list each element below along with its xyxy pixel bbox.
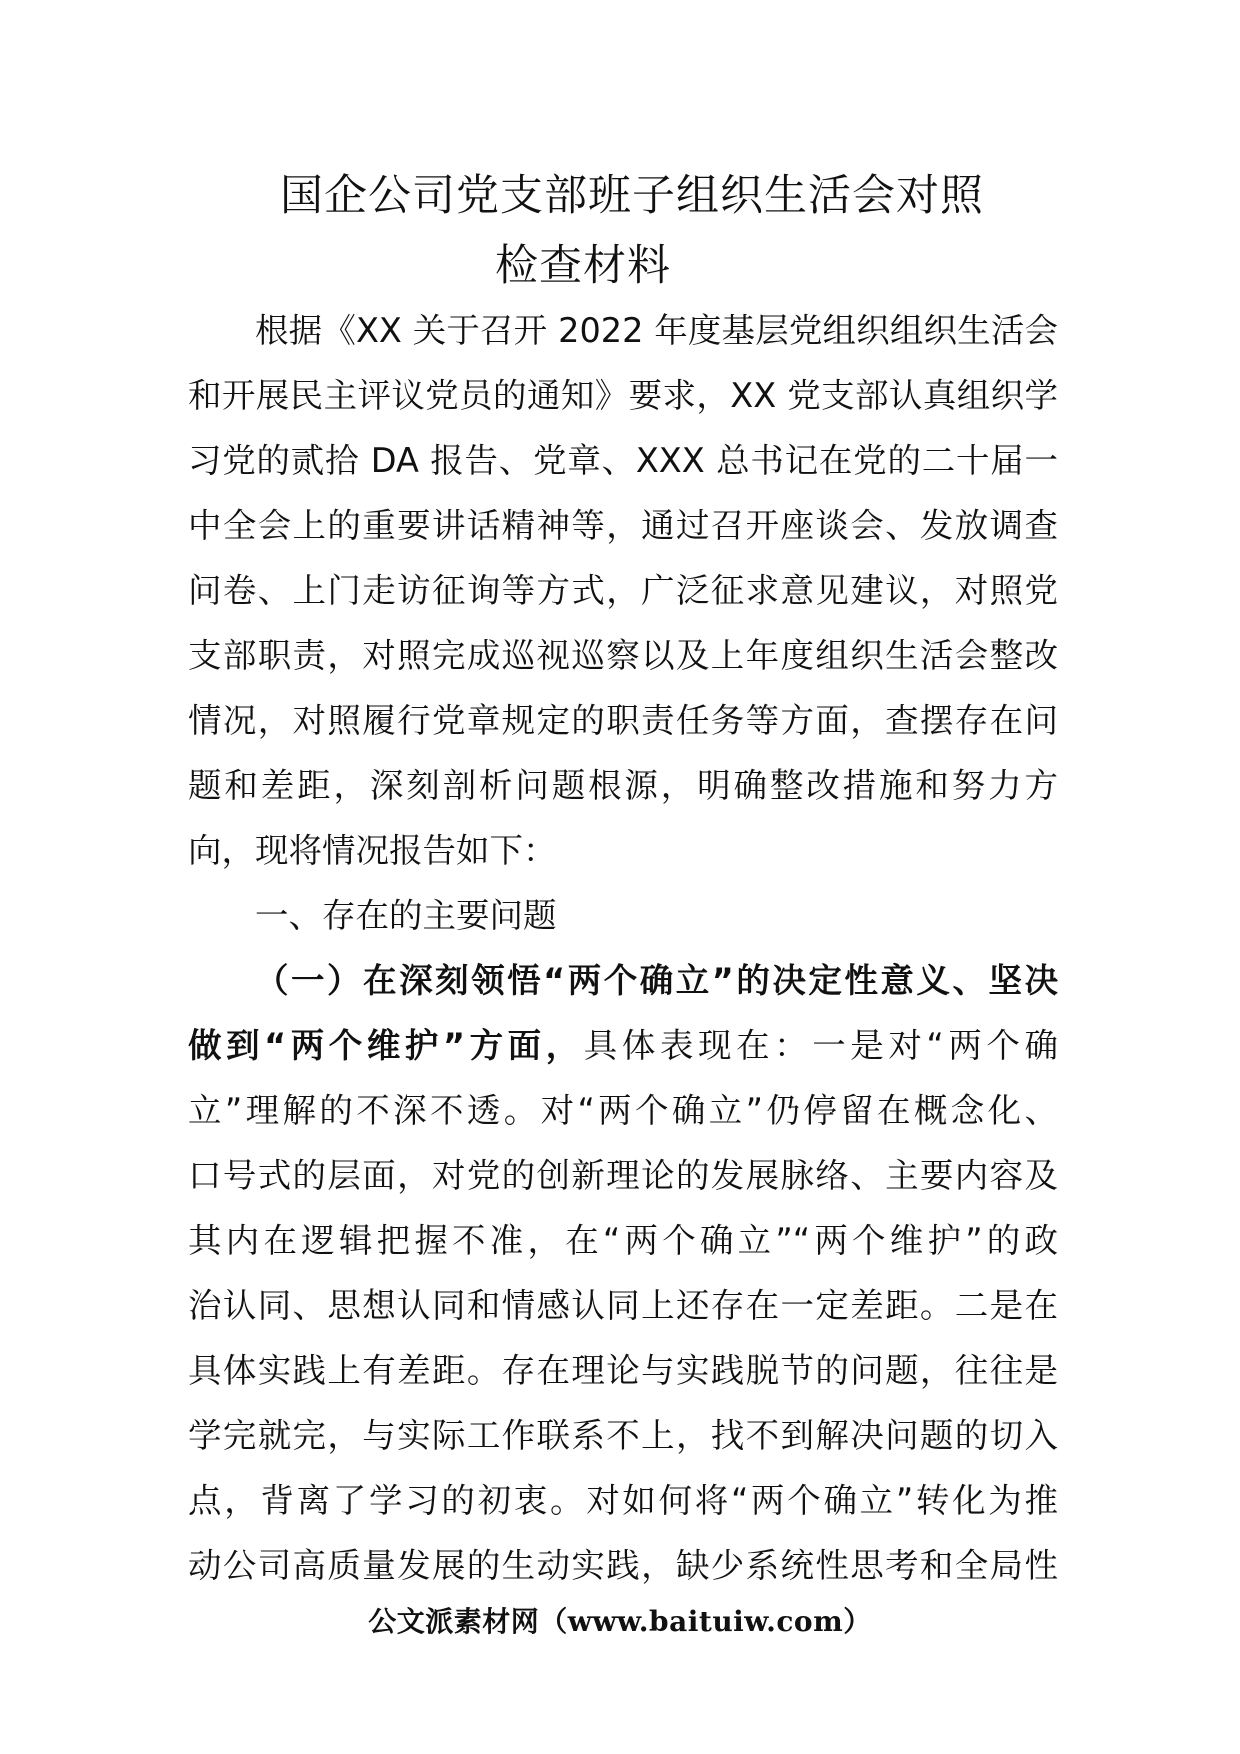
mixed-line (188, 1013, 1058, 1078)
subsection-heading-tail: 做到“两个维护”方面， (188, 1026, 584, 1065)
subsection-heading: （一）在深刻领悟“两个确立”的决定性意义、坚决 (255, 961, 1058, 1000)
body-line: 支部职责，对照完成巡视巡察以及上年度组织生活会整改 (188, 636, 1058, 675)
body-line: 学完就完，与实际工作联系不上，找不到解决问题的切入 (188, 1416, 1058, 1455)
body-line: 点，背离了学习的初衷。对如何将“两个确立”转化为推 (188, 1481, 1058, 1520)
body-line-inline: 具体表现在：一是对“两个确 (583, 1026, 1058, 1065)
body-line: 题和差距，深刻剖析问题根源，明确整改措施和努力方 (188, 766, 1058, 805)
body-line: 根据《XX 关于召开 2022 年度基层党组织组织生活会 (255, 311, 1058, 350)
body-line: 情况，对照履行党章规定的职责任务等方面，查摆存在问 (188, 701, 1058, 740)
body-line: 中全会上的重要讲话精神等，通过召开座谈会、发放调查 (188, 506, 1058, 545)
body-line: 向，现将情况报告如下： (188, 831, 557, 870)
body-line: 立”理解的不深不透。对“两个确立”仍停留在概念化、 (188, 1091, 1058, 1130)
body-line: 和开展民主评议党员的通知》要求，XX 党支部认真组织学 (188, 376, 1058, 415)
body-line: 具体实践上有差距。存在理论与实践脱节的问题，往往是 (188, 1351, 1058, 1390)
document-title-line-2: 检查材料 (495, 241, 671, 291)
body-line: 其内在逻辑把握不准，在“两个确立”“两个维护”的政 (188, 1221, 1058, 1260)
body-line: 动公司高质量发展的生动实践，缺少系统性思考和全局性 (188, 1546, 1058, 1585)
body-line: 治认同、思想认同和情感认同上还存在一定差距。二是在 (188, 1286, 1058, 1325)
footer-watermark: 公文派素材网（www.baituiw.com） (368, 1605, 872, 1638)
document-title-line-1: 国企公司党支部班子组织生活会对照 (280, 171, 984, 221)
document-body (188, 298, 1058, 1598)
body-line: 习党的贰拾 DA 报告、党章、XXX 总书记在党的二十届一 (188, 441, 1058, 480)
body-line: 问卷、上门走访征询等方式，广泛征求意见建议，对照党 (188, 571, 1058, 610)
body-line: 口号式的层面，对党的创新理论的发展脉络、主要内容及 (188, 1156, 1058, 1195)
section-heading: 一、存在的主要问题 (255, 896, 557, 935)
